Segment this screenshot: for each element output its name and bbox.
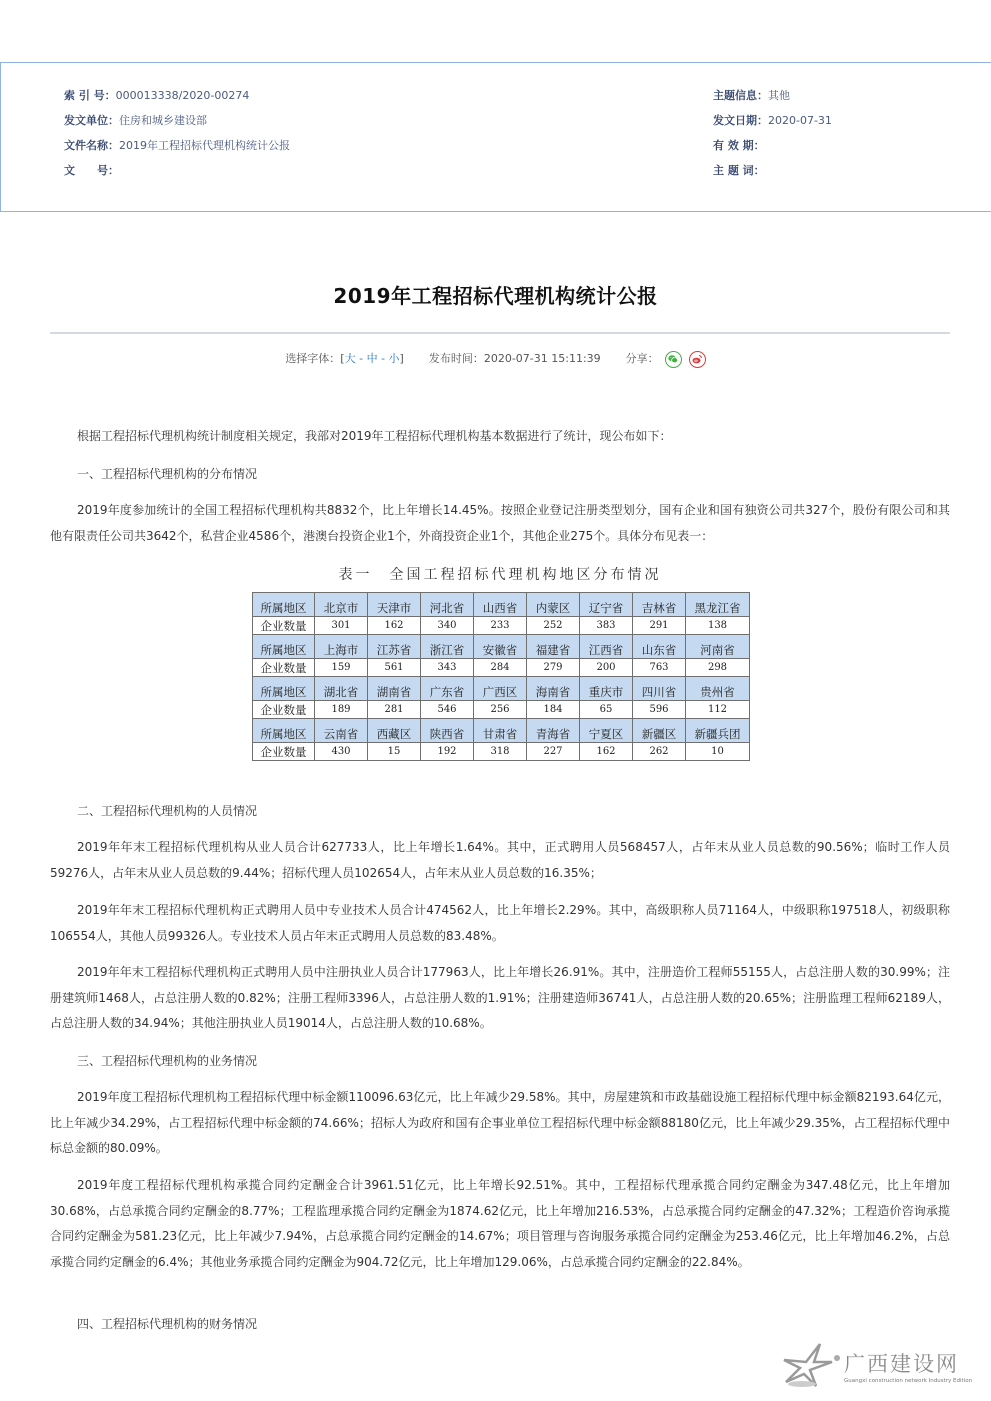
company-count-cell: 301 xyxy=(315,617,368,635)
table-count-row xyxy=(253,617,750,635)
row-header-count: 企业数量 xyxy=(253,617,315,635)
company-count-cell: 343 xyxy=(421,659,474,677)
region-name-cell: 青海省 xyxy=(527,719,580,743)
watermark-subtitle: Guangxi construction network Industry Edition xyxy=(844,1378,973,1384)
region-name-cell: 天津市 xyxy=(368,593,421,617)
weibo-icon[interactable] xyxy=(689,351,706,368)
company-count-cell: 138 xyxy=(686,617,750,635)
info-topic: 主题信息：其他 xyxy=(713,89,790,102)
region-name-cell: 辽宁省 xyxy=(580,593,633,617)
region-name-cell: 海南省 xyxy=(527,677,580,701)
region-name-cell: 河北省 xyxy=(421,593,474,617)
info-column-left xyxy=(64,89,290,189)
region-name-cell: 宁夏区 xyxy=(580,719,633,743)
company-count-cell: 184 xyxy=(527,701,580,719)
company-count-cell: 227 xyxy=(527,743,580,761)
company-count-cell: 159 xyxy=(315,659,368,677)
region-name-cell: 江西省 xyxy=(580,635,633,659)
region-name-cell: 广东省 xyxy=(421,677,474,701)
region-name-cell: 河南省 xyxy=(686,635,750,659)
table-count-row xyxy=(253,701,750,719)
region-name-cell: 山西省 xyxy=(474,593,527,617)
watermark-title: 广西建设网 xyxy=(844,1352,959,1376)
company-count-cell: 189 xyxy=(315,701,368,719)
star-logo-icon xyxy=(780,1340,842,1390)
table-count-row xyxy=(253,659,750,677)
row-header-count: 企业数量 xyxy=(253,743,315,761)
region-name-cell: 西藏区 xyxy=(368,719,421,743)
table-region-row xyxy=(253,593,750,617)
region-name-cell: 湖南省 xyxy=(368,677,421,701)
region-name-cell: 陕西省 xyxy=(421,719,474,743)
region-name-cell: 浙江省 xyxy=(421,635,474,659)
info-file-name: 文件名称：2019年工程招标代理机构统计公报 xyxy=(64,139,290,152)
row-header-count: 企业数量 xyxy=(253,701,315,719)
company-count-cell: 233 xyxy=(474,617,527,635)
personnel-paragraph-1: 2019年年末工程招标代理机构从业人员合计627733人，比上年增长1.64%。其中，正式聘用人员568457人，占年末从业人员总数的90.56%；临时工作人员59276人，占年末从业人员总数的9.44%；招标代理人员102654人，占年末从业人员总数的16.35%； xyxy=(50,840,950,880)
region-name-cell: 福建省 xyxy=(527,635,580,659)
info-index-number: 索 引 号：000013338/2020-00274 xyxy=(64,89,250,102)
row-header-count: 企业数量 xyxy=(253,659,315,677)
region-name-cell: 甘肃省 xyxy=(474,719,527,743)
personnel-paragraph-2: 2019年年末工程招标代理机构正式聘用人员中专业技术人员合计474562人，比上年增长2.29%。其中，高级职称人员71164人，中级职称197518人，初级职称106554人，其他人员99326人。专业技术人员占年末正式聘用人员总数的83.48%。 xyxy=(50,903,950,943)
company-count-cell: 15 xyxy=(368,743,421,761)
publish-time: 2020-07-31 15:11:39 xyxy=(483,352,601,365)
table-region-row xyxy=(253,677,750,701)
font-separator: - xyxy=(377,352,389,365)
info-issue-date: 发文日期：2020-07-31 xyxy=(713,114,832,127)
font-size-small-link[interactable]: 小 xyxy=(388,352,400,365)
company-count-cell: 256 xyxy=(474,701,527,719)
personnel-paragraph-3: 2019年年末工程招标代理机构正式聘用人员中注册执业人员合计177963人，比上年增长26.91%。其中，注册造价工程师55155人，占总注册人数的30.99%；注册建筑师1468人，占总注册人数的0.82%；注册工程师3396人，占总注册人数的1.91%；注册建造师36741人，占总注册人数的20.65%；注册监理工程师62189人，占总注册人数的34.94%；其他注册执业人员19014人，占总注册人数的10.68%。 xyxy=(50,965,950,1030)
company-count-cell: 318 xyxy=(474,743,527,761)
region-name-cell: 内蒙区 xyxy=(527,593,580,617)
company-count-cell: 279 xyxy=(527,659,580,677)
info-validity: 有 效 期： xyxy=(713,139,765,152)
page-title: 2019年工程招标代理机构统计公报 xyxy=(333,284,658,308)
row-header-region: 所属地区 xyxy=(253,635,315,659)
company-count-cell: 284 xyxy=(474,659,527,677)
intro-paragraph: 根据工程招标代理机构统计制度相关规定，我部对2019年工程招标代理机构基本数据进行了统计，现公布如下： xyxy=(77,429,672,443)
company-count-cell: 383 xyxy=(580,617,633,635)
region-name-cell: 吉林省 xyxy=(633,593,686,617)
row-header-region: 所属地区 xyxy=(253,677,315,701)
company-count-cell: 252 xyxy=(527,617,580,635)
row-header-region: 所属地区 xyxy=(253,593,315,617)
distribution-paragraph: 2019年度参加统计的全国工程招标代理机构共8832个，比上年增长14.45%。按照企业登记注册类型划分，国有企业和国有独资公司共327个，股份有限公司和其他有限责任公司共3642个，私营企业4586个，港澳台投资企业1个，外商投资企业1个，其他企业275个。具体分布见表一： xyxy=(50,503,950,543)
region-name-cell: 四川省 xyxy=(633,677,686,701)
region-name-cell: 江苏省 xyxy=(368,635,421,659)
company-count-cell: 763 xyxy=(633,659,686,677)
table-region-row xyxy=(253,719,750,743)
company-count-cell: 546 xyxy=(421,701,474,719)
business-paragraph-2: 2019年度工程招标代理机构承揽合同约定酬金合计3961.51亿元，比上年增长92.51%。其中，工程招标代理承揽合同约定酬金为347.48亿元，比上年增加30.68%，占总承揽合同约定酬金的8.77%；工程监理承揽合同约定酬金为1874.62亿元，比上年增加216.53%，占总承揽合同约定酬金的47.32%；工程造价咨询承揽合同约定酬金为581.23亿元，比上年减少7.94%，占总承揽合同约定酬金的14.67%；项目管理与咨询服务承揽合同约定酬金为253.46亿元，比上年增加46.2%，占总承揽合同约定酬金的6.4%；其他业务承揽合同约定酬金为904.72亿元，比上年增加129.06%，占总承揽合同约定酬金的22.84%。 xyxy=(50,1178,950,1269)
row-header-region: 所属地区 xyxy=(253,719,315,743)
section-heading-business: 三、工程招标代理机构的业务情况 xyxy=(77,1054,258,1068)
section-heading-personnel: 二、工程招标代理机构的人员情况 xyxy=(77,804,258,818)
article-meta-bar xyxy=(0,350,991,368)
business-paragraph-1: 2019年度工程招标代理机构工程招标代理中标金额110096.63亿元，比上年减少29.58%。其中，房屋建筑和市政基础设施工程招标代理中标金额82193.64亿元，比上年减少34.29%，占工程招标代理中标金额的74.66%；招标人为政府和国有企事业单位工程招标代理中标金额88180亿元，比上年减少29.35%，占工程招标代理中标总金额的80.09%。 xyxy=(50,1090,950,1155)
info-issuing-unit: 发文单位：住房和城乡建设部 xyxy=(64,114,207,127)
publish-time-label: 发布时间： xyxy=(428,352,484,365)
region-name-cell: 贵州省 xyxy=(686,677,750,701)
company-count-cell: 112 xyxy=(686,701,750,719)
font-size-medium-link[interactable]: 中 xyxy=(366,352,378,365)
font-select-close: ] xyxy=(399,352,404,365)
region-name-cell: 上海市 xyxy=(315,635,368,659)
company-count-cell: 291 xyxy=(633,617,686,635)
region-name-cell: 山东省 xyxy=(633,635,686,659)
font-separator: - xyxy=(355,352,367,365)
company-count-cell: 162 xyxy=(368,617,421,635)
site-watermark xyxy=(780,1340,991,1395)
region-name-cell: 新疆区 xyxy=(633,719,686,743)
company-count-cell: 430 xyxy=(315,743,368,761)
document-info-panel xyxy=(0,62,991,212)
region-name-cell: 重庆市 xyxy=(580,677,633,701)
info-keywords: 主 题 词： xyxy=(713,164,765,177)
company-count-cell: 596 xyxy=(633,701,686,719)
company-count-cell: 10 xyxy=(686,743,750,761)
region-name-cell: 黑龙江省 xyxy=(686,593,750,617)
company-count-cell: 281 xyxy=(368,701,421,719)
table-count-row xyxy=(253,743,750,761)
company-count-cell: 340 xyxy=(421,617,474,635)
section-heading-distribution: 一、工程招标代理机构的分布情况 xyxy=(77,467,258,481)
company-count-cell: 200 xyxy=(580,659,633,677)
region-name-cell: 北京市 xyxy=(315,593,368,617)
section-heading-finance: 四、工程招标代理机构的财务情况 xyxy=(77,1317,258,1331)
share-label: 分享： xyxy=(625,352,659,365)
info-column-right xyxy=(713,89,832,189)
company-count-cell: 298 xyxy=(686,659,750,677)
info-document-number: 文 号： xyxy=(64,164,119,177)
font-size-large-link[interactable]: 大 xyxy=(344,352,356,365)
font-select-label: 选择字体：[ xyxy=(285,352,345,365)
region-name-cell: 湖北省 xyxy=(315,677,368,701)
region-name-cell: 广西区 xyxy=(474,677,527,701)
company-count-cell: 262 xyxy=(633,743,686,761)
region-distribution-table xyxy=(252,592,750,761)
region-name-cell: 云南省 xyxy=(315,719,368,743)
table-caption: 表一 全国工程招标代理机构地区分布情况 xyxy=(338,567,662,583)
company-count-cell: 162 xyxy=(580,743,633,761)
region-name-cell: 安徽省 xyxy=(474,635,527,659)
title-divider xyxy=(50,332,950,334)
company-count-cell: 65 xyxy=(580,701,633,719)
region-name-cell: 新疆兵团 xyxy=(686,719,750,743)
company-count-cell: 561 xyxy=(368,659,421,677)
wechat-icon[interactable] xyxy=(665,351,682,368)
company-count-cell: 192 xyxy=(421,743,474,761)
table-region-row xyxy=(253,635,750,659)
